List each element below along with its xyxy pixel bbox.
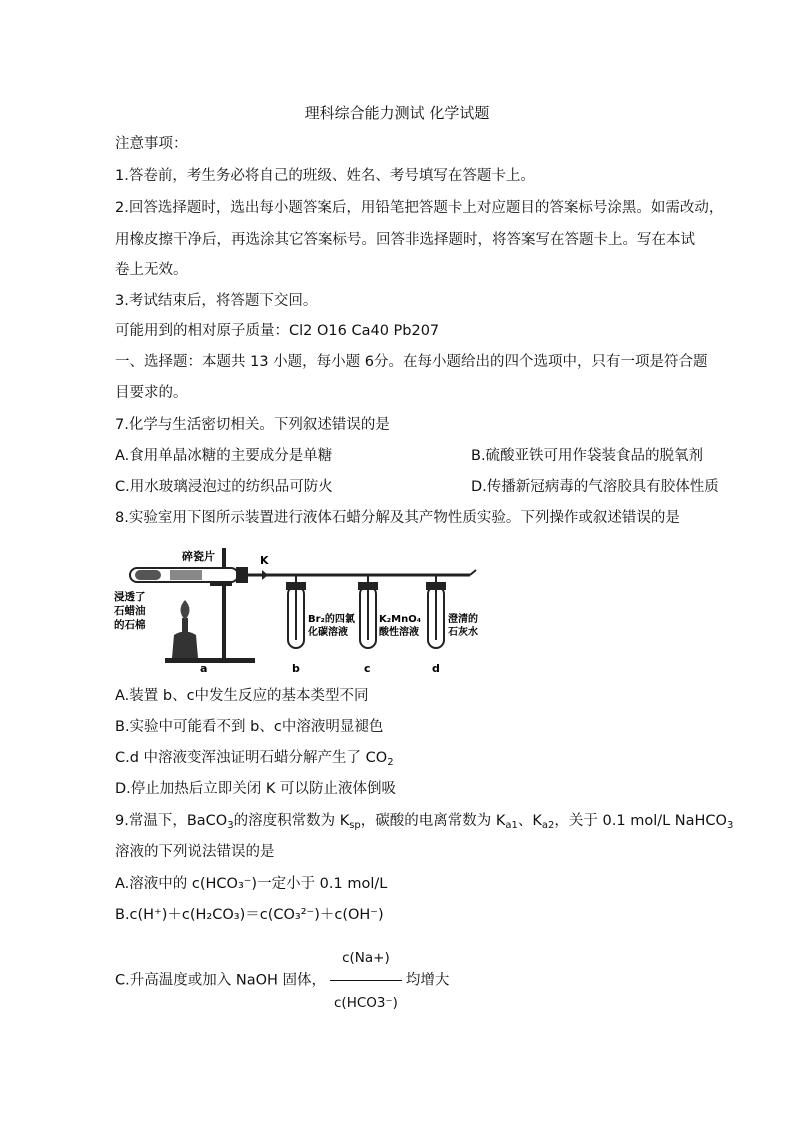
q8-apparatus-figure xyxy=(110,540,480,675)
page-title: 理科综合能力测试 化学试题 xyxy=(304,104,490,122)
label-wool-1: 浸透了 xyxy=(114,591,146,603)
q9-stem-part-4: 、K xyxy=(517,813,542,829)
label-tube-b-1: Br₂的四氯 xyxy=(308,614,355,625)
label-d: d xyxy=(432,662,440,675)
label-tube-d-1: 澄清的 xyxy=(448,614,478,625)
stand-base xyxy=(165,658,255,663)
q9-option-b: B.c(H⁺)＋c(H₂CO₃)＝c(CO₃²⁻)＋c(OH⁻) xyxy=(115,907,384,923)
q8-option-a: A.装置 b、c中发生反应的基本类型不同 xyxy=(115,688,369,704)
label-wool-2: 石蜡油 xyxy=(114,605,146,617)
label-tube-b-2: 化碳溶液 xyxy=(308,627,348,638)
q7-option-c xyxy=(115,477,719,497)
stand-rod xyxy=(222,548,226,660)
q9-stem-part-2: 的溶度积常数为 K xyxy=(233,813,350,829)
label-c: c xyxy=(364,662,371,675)
section-1-instructions-cont: 目要求的。 xyxy=(115,385,188,401)
q9-stem-part-3: ，碳酸的电离常数为 K xyxy=(360,813,506,829)
q9-option-c-text: C.升高温度或加入 NaOH 固体， xyxy=(115,972,326,989)
notice-item-2-end: 卷上无效。 xyxy=(115,262,188,278)
q9-option-a: A.溶液中的 c(HCO₃⁻)一定小于 0.1 mol/L xyxy=(115,876,388,892)
notice-item-3: 3.考试结束后，将答题下交回。 xyxy=(115,293,318,309)
q7-option-d: D.传播新冠病毒的气溶胶具有胶体性质 xyxy=(471,479,719,495)
q9-option-c-fraction xyxy=(330,938,402,1023)
lamp-wick xyxy=(182,618,188,636)
test-tube-d xyxy=(426,575,446,648)
lamp-flame xyxy=(181,600,190,620)
label-tube-d-2: 石灰水 xyxy=(448,627,478,638)
q7-option-a xyxy=(115,446,704,466)
q9-stem-sub-3: a1 xyxy=(505,820,518,831)
notice-heading: 注意事项： xyxy=(115,136,188,152)
fraction-denominator: c(HCO3⁻) xyxy=(334,995,398,1011)
test-tube-b xyxy=(286,575,306,648)
q9-stem-part-5: ，关于 0.1 mol/L NaHCO xyxy=(554,813,727,829)
label-tube-c-1: K₂MnO₄ xyxy=(379,614,422,625)
atomic-masses: 可能用到的相对原子质量：Cl2 O16 Ca40 Pb207 xyxy=(115,323,440,339)
q9-stem-sub-4: a2 xyxy=(541,820,555,831)
q7-option-b: B.硫酸亚铁可用作袋装食品的脱氧剂 xyxy=(471,448,704,464)
q8-option-b: B.实验中可能看不到 b、c中溶液明显褪色 xyxy=(115,719,384,735)
tube-stopper xyxy=(236,567,248,583)
porcelain-chips xyxy=(170,570,202,580)
notice-item-2: 2.回答选择题时，选出每小题答案后，用铅笔把答题卡上对应题目的答案标号涂黑。如需改动， xyxy=(115,200,724,216)
paraffin-wool xyxy=(135,570,161,580)
label-tube-c-2: 酸性溶液 xyxy=(379,627,419,638)
notice-item-2-cont: 用橡皮擦干净后，再选涂其它答案标号。回答非选择题时，将答案写在答题卡上。写在本试 xyxy=(115,232,695,248)
q9-option-c-end: 均增大 xyxy=(405,972,450,989)
q9-stem-sub-2: sp xyxy=(349,820,361,831)
q8-option-c xyxy=(115,748,394,773)
q9-option-c xyxy=(115,938,449,1023)
test-tube-c xyxy=(358,575,378,648)
q8-option-c-text: C.d 中溶液变浑浊证明石蜡分解产生了 CO xyxy=(115,750,388,766)
label-wool-3: 的石棉 xyxy=(114,619,146,631)
label-porcelain: 碎瓷片 xyxy=(182,550,215,563)
q9-stem-sub-1: 3 xyxy=(227,820,234,831)
q9-stem xyxy=(115,811,733,836)
q9-stem-sub-5: 3 xyxy=(726,820,734,831)
q7-stem: 7.化学与生活密切相关。下列叙述错误的是 xyxy=(115,417,390,433)
notice-item-1: 1.答卷前，考生务必将自己的班级、姓名、考号填写在答题卡上。 xyxy=(115,168,535,184)
valve-k xyxy=(262,570,268,580)
q9-stem-line-2: 溶液的下列说法错误的是 xyxy=(115,844,275,860)
label-b: b xyxy=(292,662,300,675)
q8-option-c-sub: 2 xyxy=(387,757,394,768)
label-valve: K xyxy=(260,554,269,567)
q7-option-a-text: A.食用单晶冰糖的主要成分是单糖 xyxy=(115,448,333,464)
q7-option-c-text: C.用水玻璃浸泡过的纺织品可防火 xyxy=(115,479,333,495)
label-a: a xyxy=(200,662,208,675)
q8-option-d: D.停止加热后立即关闭 K 可以防止液体倒吸 xyxy=(115,781,396,797)
section-1-instructions: 一、选择题：本题共 13 小题，每小题 6分。在每小题给出的四个选项中，只有一项是符合题 xyxy=(115,354,708,370)
fraction-numerator: c(Na+) xyxy=(330,938,402,981)
q8-stem: 8.实验室用下图所示装置进行液体石蜡分解及其产物性质实验。下列操作或叙述错误的是 xyxy=(115,510,680,526)
pipe-outlet xyxy=(470,570,476,575)
q9-stem-part-1: 9.常温下，BaCO xyxy=(115,813,228,829)
